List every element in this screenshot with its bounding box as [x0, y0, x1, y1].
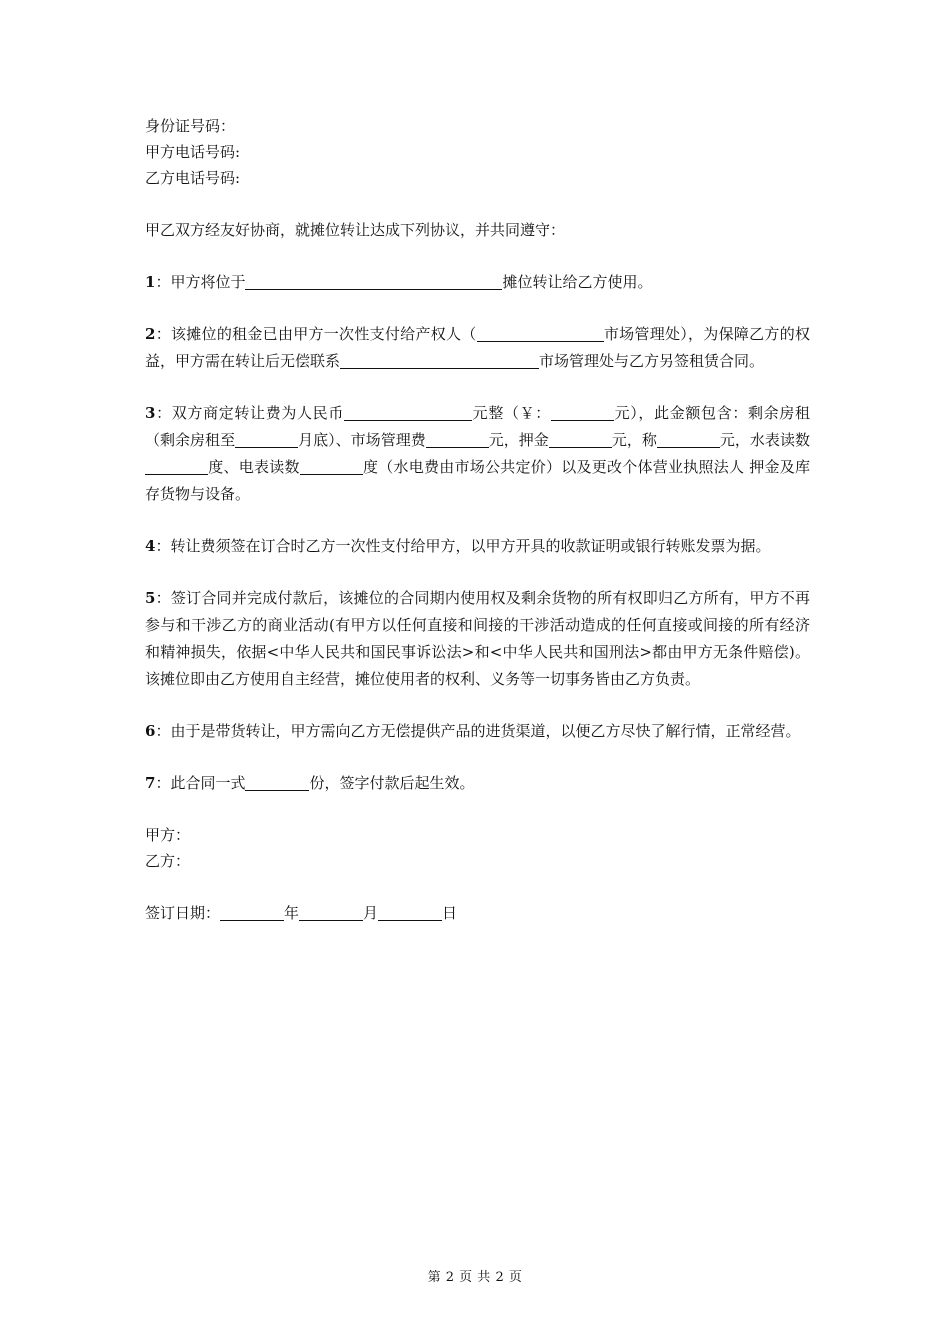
fee-amount-blank — [344, 404, 472, 421]
year-blank — [220, 904, 284, 921]
party-a-phone-label: 甲方电话号码: — [145, 143, 241, 161]
clause-3: 3：双方商定转让费为人民币 元整（￥： 元），此金额包含：剩余房租（剩余房租至 月底）、市场管理费 元，押金 元，称 元，水表读数度、电表读数 度（水电费由市场公共定价）以及更改个体营业执照法人 押金及库存货物与设备。 — [145, 404, 810, 503]
scale-blank — [657, 431, 720, 448]
party-a-signature-label: 甲方： — [145, 826, 191, 844]
rent-month-blank — [235, 431, 298, 448]
clause-2: 2：该摊位的租金已由甲方一次性支付给产权人（ 市场管理处），为保障乙方的权益，甲方需在转让后无偿联系 市场管理处与乙方另签租赁合同。 — [145, 325, 810, 370]
day-blank — [378, 904, 442, 921]
month-blank — [299, 904, 363, 921]
id-number-label: 身份证号码： — [145, 117, 236, 135]
sign-date-line: 签订日期： 年 月 日 — [145, 904, 458, 922]
contract-page — [145, 113, 810, 926]
management-fee-blank — [426, 431, 489, 448]
clause-6: 6：由于是带货转让，甲方需向乙方无偿提供产品的进货渠道，以便乙方尽快了解行情，正常经营。 — [145, 722, 801, 740]
party-b-signature-label: 乙方： — [145, 852, 191, 870]
clause-4: 4：转让费须签在订合时乙方一次性支付给甲方，以甲方开具的收款证明或银行转账发票为据。 — [145, 537, 771, 555]
water-reading-blank — [145, 458, 208, 475]
electric-reading-blank — [300, 458, 363, 475]
page-number: 第 2 页 共 2 页 — [427, 1270, 523, 1285]
deposit-blank — [549, 431, 612, 448]
party-b-phone-label: 乙方电话号码: — [145, 169, 241, 187]
location-blank — [245, 273, 502, 290]
copies-blank — [245, 774, 309, 791]
intro-paragraph: 甲乙双方经友好协商，就摊位转让达成下列协议，并共同遵守： — [145, 221, 566, 239]
property-owner-blank — [477, 325, 604, 342]
clause-7: 7：此合同一式 份，签字付款后起生效。 — [145, 774, 475, 792]
clause-5: 5：签订合同并完成付款后，该摊位的合同期内使用权及剩余货物的所有权即归乙方所有，甲方不再参与和干涉乙方的商业活动(有甲方以任何直接和间接的干涉活动造成的任何直接或间接的所有经济和精神损失，依据<中华人民共和国民事诉讼法>和<中华人民共和国刑法>都由甲方无条件赔偿)。该摊位即由乙方使用自主经营，摊位使用者的权利、义务等一切事务皆由乙方负责。 — [145, 589, 810, 688]
market-office-blank — [340, 352, 539, 369]
fee-number-blank — [551, 404, 614, 421]
clause-1: 1：甲方将位于 摊位转让给乙方使用。 — [145, 273, 653, 291]
